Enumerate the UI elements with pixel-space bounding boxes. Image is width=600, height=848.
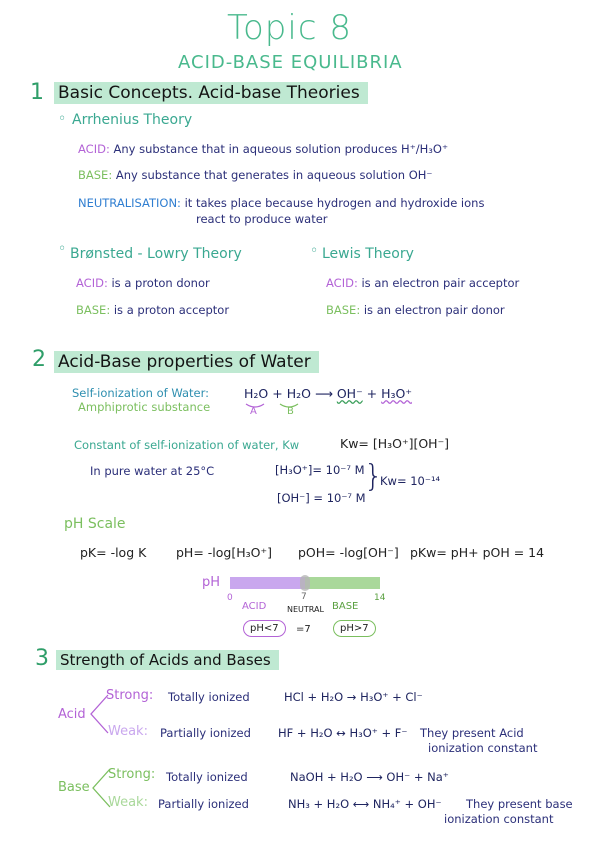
pkw-formula: pKw= pH+ pOH = 14	[410, 545, 545, 560]
base-marker: B	[287, 406, 294, 417]
bronsted-base-def: is a proton acceptor	[113, 303, 230, 317]
base-tag: BASE:	[76, 303, 111, 317]
acid-tag: ACID:	[326, 276, 358, 290]
amphiprotic-label: Amphiprotic substance	[78, 400, 211, 414]
brace-icon: }	[364, 459, 384, 494]
section-2-number: 2	[32, 347, 46, 372]
acid-tag: ACID:	[76, 276, 108, 290]
kw-definition: Kw= [H₃O⁺][OH⁻]	[340, 436, 450, 451]
lewis-label: Lewis Theory	[322, 246, 414, 262]
kw-constant-label: Constant of self-ionization of water, Kw	[74, 438, 300, 452]
hydroxide: OH⁻	[336, 386, 363, 401]
ph-bar-label: pH	[202, 575, 221, 590]
self-ionization-equation: H₂O + H₂O ⟶ OH⁻ + H₃O⁺	[244, 386, 412, 401]
neutral-zone-label: NEUTRAL	[287, 605, 324, 614]
pure-water-label: In pure water at 25°C	[90, 464, 215, 478]
ph-bar-base-segment	[305, 577, 380, 589]
ph-min-tick: 0	[227, 593, 233, 603]
arrhenius-label: Arrhenius Theory	[72, 112, 193, 128]
weak-acid-desc: Partially ionized	[160, 726, 251, 740]
ph-scale-label: pH Scale	[64, 516, 126, 532]
neutralisation-tag: NEUTRALISATION:	[78, 196, 181, 210]
section-1-heading: Basic Concepts. Acid-base Theories	[54, 82, 368, 104]
water-a: H₂O	[244, 386, 269, 401]
hydronium: H₃O⁺	[381, 386, 412, 401]
bullet-icon: ◦	[58, 241, 67, 257]
acid-marker: A	[250, 406, 257, 417]
ph-bar	[230, 577, 380, 589]
weak-base-reaction: NH₃ + H₂O ⟷ NH₄⁺ + OH⁻	[288, 797, 442, 811]
weak-base-tag: Weak:	[108, 795, 148, 810]
acid-condition: pH<7	[243, 620, 286, 637]
base-tag: BASE:	[78, 168, 113, 182]
base-note-2: ionization constant	[444, 812, 554, 826]
section-3-heading: Strength of Acids and Bases	[56, 650, 279, 670]
bronsted-label: Brønsted - Lowry Theory	[70, 246, 242, 262]
acid-note-2: ionization constant	[428, 741, 538, 755]
kw-value: Kw= 10⁻¹⁴	[380, 474, 441, 488]
bronsted-acid-def: is a proton donor	[111, 276, 210, 290]
strong-base-desc: Totally ionized	[166, 770, 248, 784]
neutralisation-def-1: it takes place because hydrogen and hydroxide ions	[184, 196, 485, 210]
base-zone-label: BASE	[332, 601, 359, 612]
self-ionization-label: Self-ionization of Water:	[72, 386, 210, 400]
acid-tag: ACID:	[78, 142, 110, 156]
strong-base-tag: Strong:	[108, 767, 156, 782]
base-tag: BASE:	[326, 303, 361, 317]
ph-max-tick: 14	[374, 593, 386, 603]
acid-note-1: They present Acid	[420, 726, 524, 740]
weak-base-desc: Partially ionized	[158, 797, 249, 811]
base-note-1: They present base	[466, 797, 573, 811]
section-3-number: 3	[35, 646, 49, 671]
poh-formula: pOH= -log[OH⁻]	[298, 545, 399, 560]
page-subtitle: ACID-BASE EQUILIBRIA	[178, 52, 403, 73]
ph-bar-acid-segment	[230, 577, 305, 589]
arrhenius-base-def: Any substance that generates in aqueous solution OH⁻	[115, 168, 433, 182]
water-b: H₂O	[286, 386, 311, 401]
neutral-marker	[300, 575, 310, 591]
section-1-number: 1	[30, 80, 44, 105]
lewis-acid-def: is an electron pair acceptor	[361, 276, 520, 290]
acid-zone-label: ACID	[242, 601, 267, 612]
arrhenius-acid-def: Any substance that in aqueous solution produces H⁺/H₃O⁺	[113, 142, 449, 156]
weak-acid-tag: Weak:	[108, 724, 148, 739]
strong-acid-desc: Totally ionized	[168, 690, 250, 704]
strong-base-reaction: NaOH + H₂O ⟶ OH⁻ + Na⁺	[290, 770, 449, 784]
strong-acid-reaction: HCl + H₂O → H₃O⁺ + Cl⁻	[284, 690, 423, 704]
strong-acid-tag: Strong:	[106, 688, 154, 703]
neutralisation-def-2: react to produce water	[196, 212, 328, 226]
weak-acid-reaction: HF + H₂O ↔ H₃O⁺ + F⁻	[278, 726, 408, 740]
pk-formula: pK= -log K	[80, 545, 147, 560]
ph-formula: pH= -log[H₃O⁺]	[176, 545, 272, 560]
ph-mid-tick: 7	[301, 592, 307, 602]
neutral-condition: =7	[296, 624, 311, 635]
lewis-base-def: is an electron pair donor	[363, 303, 505, 317]
oh-concentration: [OH⁻] = 10⁻⁷ M	[277, 491, 366, 505]
bullet-icon: ◦	[58, 111, 67, 127]
base-condition: pH>7	[333, 620, 376, 637]
h3o-concentration: [H₃O⁺]= 10⁻⁷ M	[275, 463, 365, 477]
bullet-icon: ◦	[310, 243, 319, 259]
acid-label: Acid	[58, 707, 86, 722]
section-2-heading: Acid-Base properties of Water	[54, 351, 319, 373]
base-label: Base	[58, 780, 90, 795]
page-title: Topic 8	[227, 8, 352, 48]
